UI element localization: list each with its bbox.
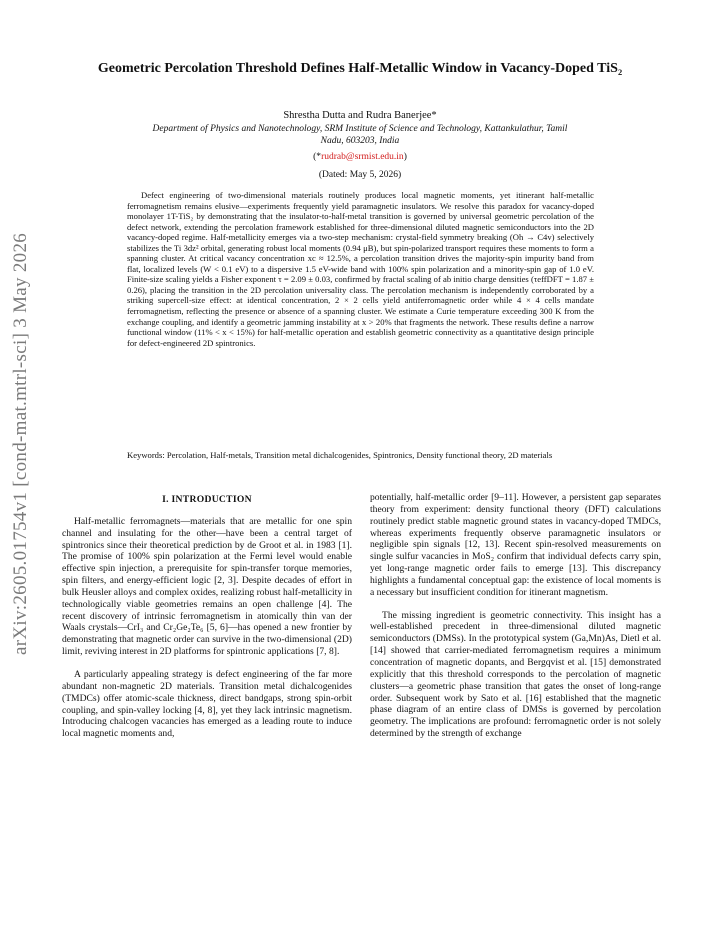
paragraph: Half-metallic ferromagnets—materials that are metallic for one spin channel and insulating for the other—have been a central target of spintronics since their theoretical prediction by de Groot et al. in 1983 [1]. The promise of 100% spin polarization at the Fermi level would enable effective spin injection, a prerequisite for spin-transfer torque memories, spin filters, and energy-efficient logic [2, 3]. Despite decades of effort in bulk Heusler alloys and complex oxides, realizing robust half-metallicity in technologically viable geometries remains an open challenge [4]. The recent discovery of intrinsic ferromagnetism in atomically thin van der Waals crystals—CrI₃ and Cr₂Ge₂Te₆ [5, 6]—has opened a new frontier by demonstrating that magnetic order can survive in the two-dimensional (2D) limit, reviving interest in 2D platforms for spintronic applications [7, 8].: [62, 515, 352, 658]
email-suffix: ): [403, 152, 407, 162]
paragraph: The missing ingredient is geometric connectivity. This insight has a well-established precedent in three-dimensional diluted magnetic semiconductors (DMSs). In the prototypical system (Ga,Mn)As, Dietl et al. [14] showed that carrier-mediated ferromagnetism requires a minimum concentration of magnetic dopants, and Bergqvist et al. [15] demonstrated explicitly that this threshold corresponds to the percolation of magnetic clusters—a geometric phase transition that gates the onset of long-range order. Subsequent work by Sato et al. [16] established that the magnetic phase diagram of an entire class of DMSs is governed by percolation geometry. The implications are profound: ferromagnetic order is not solely determined by the strength of exchange: [370, 609, 661, 740]
affiliation: Department of Physics and Nanotechnology, SRM Institute of Science and Technology, Kattankulathur, Tamil Nadu, 603203, India: [152, 124, 568, 146]
paper-title: Geometric Percolation Threshold Defines Half-Metallic Window in Vacancy-Doped TiS₂: [97, 61, 623, 76]
right-column: [370, 492, 661, 751]
paragraph: A particularly appealing strategy is defect engineering of the far more abundant non-magnetic 2D materials. Transition metal dichalcogenides (TMDCs) offer atomic-scale thickness, direct bandgaps, strong spin-orbit coupling, and spin-valley locking [4, 8], yet they lack intrinsic magnetism. Introducing chalcogen vacancies has emerged as a leading route to induce local magnetic moments and,: [62, 668, 352, 740]
date-line: (Dated: May 5, 2026): [318, 170, 402, 180]
abstract: Defect engineering of two-dimensional materials routinely produces local magnetic moments, yet itinerant half-metallic ferromagnetism remains elusive—experiments frequently yield paramagnetic insulators. We resolve this paradox for vacancy-doped monolayer 1T-TiS₂ by demonstrating that the insulator-to-half-metal transition is governed by universal geometric percolation of the defect network, extending the percolation framework established for three-dimensional diluted magnetic semiconductors into the 2D vacancy-doped regime. Half-metallicity emerges via a two-step mechanism: crystal-field symmetry breaking (Oh → C4v) selectively stabilizes the Ti 3dz² orbital, generating robust local moments (0.94 μB), but spin-polarized transport requires these moments to form a spanning cluster. At critical vacancy concentration xc ≈ 12.5%, a percolation transition drives the majority-spin impurity band from flat, localized levels (W < 0.1 eV) to a dispersive 1.5 eV-wide band with 100% spin polarization and a minority-spin gap of 1.0 eV. Finite-size scaling yields a Fisher exponent τ = 2.09 ± 0.03, confirmed by fractal scaling of ab initio charge densities (τeffDFT = 1.87 ± 0.26), placing the transition in the 2D percolation universality class. The percolation mechanism is independently corroborated by a striking supercell-size effect: at identical concentration, 2 × 2 cells yield antiferromagnetic order while 4 × 4 cells mandate ferromagnetism, reflecting the presence or absence of a spanning cluster. We estimate a Curie temperature exceeding 300 K from the exchange coupling, and identify a geometric jamming instability at x > 20% that fragments the network. These results define a narrow functional window (11% < x < 15%) for half-metallic operation and establish geometric connectivity as a quantitative design principle for defect-engineered 2D spintronics.: [127, 190, 594, 348]
section-heading: I. INTRODUCTION: [162, 494, 252, 505]
email-prefix: (*: [313, 152, 322, 162]
corresponding-email: [70, 152, 650, 162]
paragraph: potentially, half-metallic order [9–11]. However, a persistent gap separates theory from experiment: density functional theory (DFT) calculations routinely predict stable magnetic ground states in vacancy-doped TMDCs, whereas experiments frequently observe paramagnetic insulators or negligible spin signals [12, 13]. Recent spin-resolved measurements on single sulfur vacancies in MoS₂ confirm that individual defects carry spin, yet long-range magnetic order fails to emerge [13]. This discrepancy highlights a fundamental conceptual gap: the existence of local moments is a necessary but insufficient condition for itinerant magnetism.: [370, 492, 661, 598]
arxiv-identifier[interactable]: arXiv:2605.01754v1 [cond-mat.mtrl-sci] 3 May 2026: [10, 232, 31, 655]
left-column: [62, 492, 352, 751]
email-link[interactable]: rudrab@srmist.edu.in: [321, 152, 404, 162]
keywords: Keywords: Percolation, Half-metals, Transition metal dichalcogenides, Spintronics, Density functional theory, 2D materials: [127, 450, 553, 460]
author-list: Shrestha Dutta and Rudra Banerjee*: [283, 110, 437, 121]
